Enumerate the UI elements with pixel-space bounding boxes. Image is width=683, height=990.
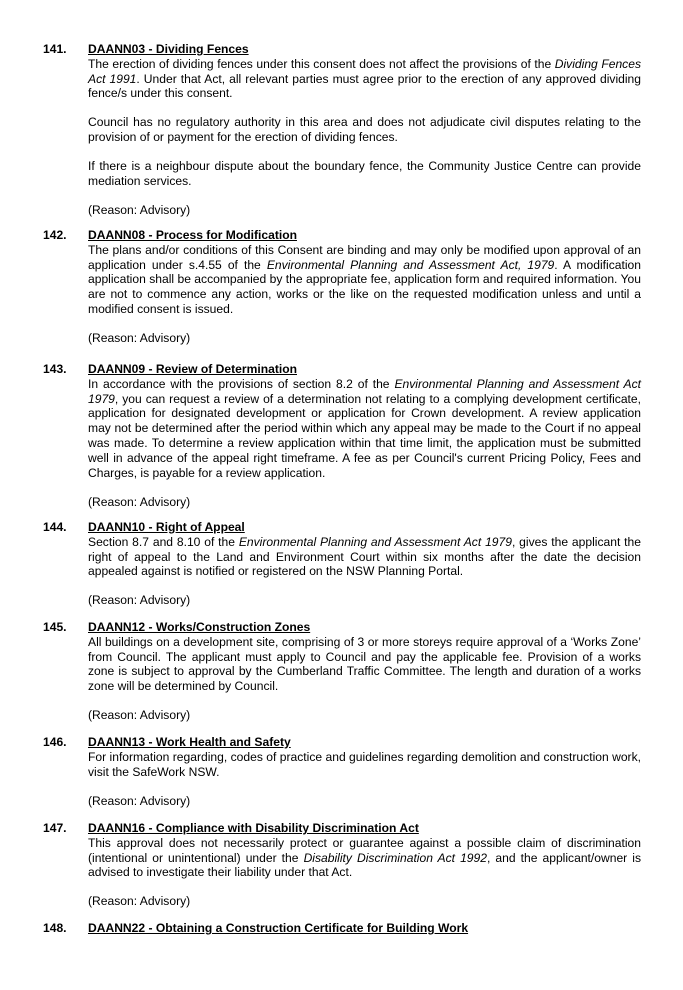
condition-reason: (Reason: Advisory)	[88, 894, 191, 909]
condition-reason: (Reason: Advisory)	[88, 202, 191, 217]
condition-reason: (Reason: Advisory)	[88, 494, 191, 509]
condition-paragraph: The erection of dividing fences under this consent does not affect the provisions of the Dividing Fences Act 1991. Under that Act, all relevant parties must agree prior to the erection of any approved dividing fence/s under this consent.	[88, 56, 641, 101]
condition-number: 142.	[43, 228, 67, 242]
condition-paragraph: The plans and/or conditions of this Consent are binding and may only be modified upon approval of an application under s.4.55 of the Environmental Planning and Assessment Act, 1979. A modification application shall be accompanied by the appropriate fee, application form and required information. You are not to commence any action, works or the like on the requested modification unless and until a modified consent is issued.	[88, 242, 642, 316]
condition-number: 143.	[43, 362, 67, 376]
condition-body	[88, 635, 641, 723]
condition-paragraph: Section 8.7 and 8.10 of the Environmental Planning and Assessment Act 1979, gives the applicant the right of appeal to the Land and Environment Court within six months after the date the decision appealed against is notified or registered on the NSW Planning Portal.	[88, 534, 641, 579]
condition-body	[88, 535, 641, 608]
act-name: Dividing Fences Act 1991	[88, 56, 641, 86]
condition-body	[88, 750, 641, 809]
condition-title: DAANN22 - Obtaining a Construction Certificate for Building Work	[88, 921, 469, 935]
condition-body	[88, 57, 641, 218]
condition-number: 144.	[43, 520, 67, 534]
condition-number: 145.	[43, 620, 67, 634]
condition-number: 146.	[43, 735, 67, 749]
condition-number: 147.	[43, 821, 67, 835]
condition-number: 141.	[43, 42, 67, 56]
condition-title: DAANN03 - Dividing Fences	[88, 42, 249, 56]
act-name: Environmental Planning and Assessment Act 1979	[88, 376, 642, 406]
condition-paragraph: Council has no regulatory authority in this area and does not adjudicate civil disputes relating to the provision of or payment for the erection of dividing fences.	[88, 115, 641, 145]
condition-paragraph: If there is a neighbour dispute about the boundary fence, the Community Justice Centre can provide mediation services.	[88, 159, 641, 188]
condition-title: DAANN16 - Compliance with Disability Discrimination Act	[88, 821, 419, 835]
condition-title: DAANN09 - Review of Determination	[88, 362, 297, 376]
condition-body	[88, 377, 641, 510]
condition-reason: (Reason: Advisory)	[88, 793, 191, 808]
act-name: Disability Discrimination Act 1992	[303, 850, 487, 865]
condition-title: DAANN12 - Works/Construction Zones	[88, 620, 311, 634]
condition-body	[88, 243, 641, 346]
condition-title: DAANN10 - Right of Appeal	[88, 520, 245, 534]
condition-paragraph: All buildings on a development site, comprising of 3 or more storeys require approval of a ‘Works Zone’ from Council. The applicant must apply to Council and pay the applicable fee. Provision of a works zone is subject to approval by the Cumberland Traffic Committee. The length and duration of a works zone will be determined by Council.	[88, 634, 641, 694]
condition-paragraph: This approval does not necessarily protect or guarantee against a possible claim of discrimination (intentional or unintentional) under the Disability Discrimination Act 1992, and the applicant/owner is advised to investigate their liability under that Act.	[88, 835, 641, 880]
condition-paragraph: In accordance with the provisions of section 8.2 of the Environmental Planning and Assessment Act 1979, you can request a review of a determination not relating to a complying development certificate, application for designated development or application for Crown development. A review application may not be determined after the period within which any appeal may be made to the Court if no appeal was made. To determine a review application within that time limit, the application must be submitted well in advance of the appeal right timeframe. A fee as per Council's current Pricing Policy, Fees and Charges, is payable for a review application.	[88, 376, 642, 480]
act-name: Environmental Planning and Assessment Act, 1979	[266, 257, 555, 272]
condition-number: 148.	[43, 921, 67, 935]
condition-reason: (Reason: Advisory)	[88, 593, 191, 608]
condition-title: DAANN08 - Process for Modification	[88, 228, 297, 242]
act-name: Environmental Planning and Assessment Act 1979	[238, 534, 512, 549]
condition-reason: (Reason: Advisory)	[88, 708, 191, 723]
condition-paragraph: For information regarding, codes of practice and guidelines regarding demolition and construction work, visit the SafeWork NSW.	[88, 749, 641, 779]
condition-body	[88, 836, 641, 909]
condition-title: DAANN13 - Work Health and Safety	[88, 735, 291, 749]
condition-reason: (Reason: Advisory)	[88, 330, 191, 345]
